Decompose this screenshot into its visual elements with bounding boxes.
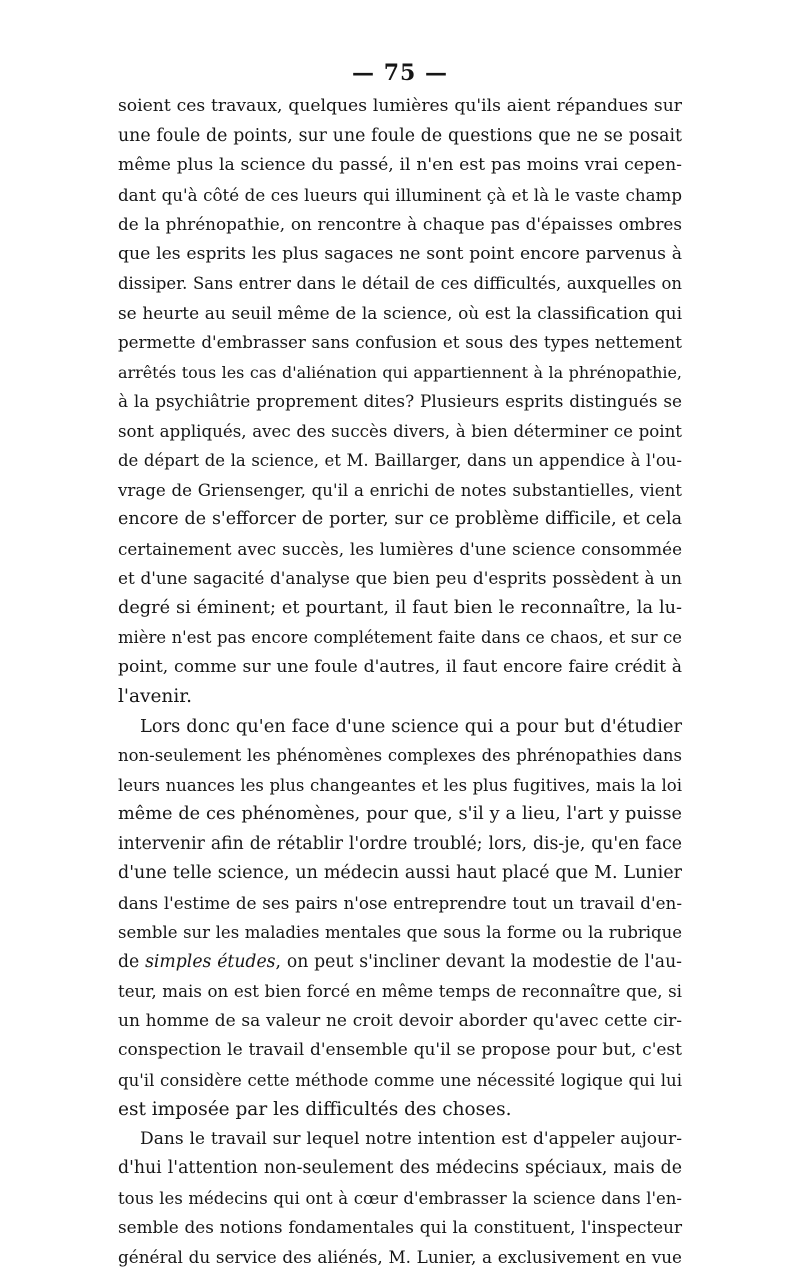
text-line: arrêtés tous les cas d'aliénation qui appartiennent à la phrénopathie, [118,358,682,388]
text-line: mière n'est pas encore complétement faite dans ce chaos, et sur ce [118,623,682,653]
text-line: une foule de points, sur une foule de questions que ne se posait [118,122,682,152]
text-line: de la phrénopathie, on rencontre à chaque pas d'épaisses ombres [118,210,682,240]
text-line: même de ces phénomènes, pour que, s'il y a lieu, l'art y puisse [118,800,682,830]
text-line: dans l'estime de ses pairs n'ose entreprendre tout un travail d'en- [118,889,682,919]
text-line: certainement avec succès, les lumières d'une science consommée [118,535,682,565]
text-line: et d'une sagacité d'analyse que bien peu d'esprits possèdent à un [118,564,682,594]
text-line: de départ de la science, et M. Baillarger, dans un appendice à l'ou- [118,446,682,476]
text-line: est imposée par les difficultés des choses. [118,1095,682,1125]
text-line: encore de s'efforcer de porter, sur ce problème difficile, et cela [118,505,682,535]
text-line: Lors donc qu'en face d'une science qui a pour but d'étudier [118,712,682,742]
text-line: tous les médecins qui ont à cœur d'embrasser la science dans l'en- [118,1184,682,1214]
paragraph [118,92,682,712]
body-text [118,92,682,1272]
text-line: teur, mais on est bien forcé en même temps de reconnaître que, si [118,977,682,1007]
paragraph [118,712,682,1125]
text-line: se heurte au seuil même de la science, où est la classification qui [118,299,682,329]
text-line: vrage de Griensenger, qu'il a enrichi de notes substantielles, vient [118,476,682,506]
page-number: — 75 — [0,60,800,86]
text-line: permette d'embrasser sans confusion et sous des types nettement [118,328,682,358]
text-line: d'une telle science, un médecin aussi haut placé que M. Lunier [118,859,682,889]
text-line: que les esprits les plus sagaces ne sont point encore parvenus à [118,240,682,270]
text-line: non-seulement les phénomènes complexes des phrénopathies dans [118,741,682,771]
text-line: point, comme sur une foule d'autres, il faut encore faire crédit à [118,653,682,683]
text-line: d'hui l'attention non-seulement des médecins spéciaux, mais de [118,1154,682,1184]
paragraph [118,1125,682,1272]
text-line: soient ces travaux, quelques lumières qu'ils aient répandues sur [118,92,682,122]
text-line: semble sur les maladies mentales que sous la forme ou la rubrique [118,918,682,948]
emphasis: simples études [145,952,275,972]
text-line: l'avenir. [118,682,682,712]
text-line: leurs nuances les plus changeantes et les plus fugitives, mais la loi [118,771,682,801]
text-line: dant qu'à côté de ces lueurs qui illuminent çà et là le vaste champ [118,181,682,211]
text-line: dissiper. Sans entrer dans le détail de ces difficultés, auxquelles on [118,269,682,299]
text-line: même plus la science du passé, il n'en est pas moins vrai cepen- [118,151,682,181]
text-line: degré si éminent; et pourtant, il faut bien le reconnaître, la lu- [118,594,682,624]
text-line: un homme de sa valeur ne croit devoir aborder qu'avec cette cir- [118,1007,682,1037]
text-line: Dans le travail sur lequel notre intention est d'appeler aujour- [118,1125,682,1155]
text-line: général du service des aliénés, M. Lunier, a exclusivement en vue [118,1243,682,1272]
text-line: sont appliqués, avec des succès divers, à bien déterminer ce point [118,417,682,447]
text-line: conspection le travail d'ensemble qu'il se propose pour but, c'est [118,1036,682,1066]
text-line: de simples études, on peut s'incliner devant la modestie de l'au- [118,948,682,978]
text-line: à la psychiâtrie proprement dites? Plusieurs esprits distingués se [118,387,682,417]
text-line: semble des notions fondamentales qui la constituent, l'inspecteur [118,1213,682,1243]
text-line: qu'il considère cette méthode comme une nécessité logique qui lui [118,1066,682,1096]
text-line: intervenir afin de rétablir l'ordre troublé; lors, dis-je, qu'en face [118,830,682,860]
